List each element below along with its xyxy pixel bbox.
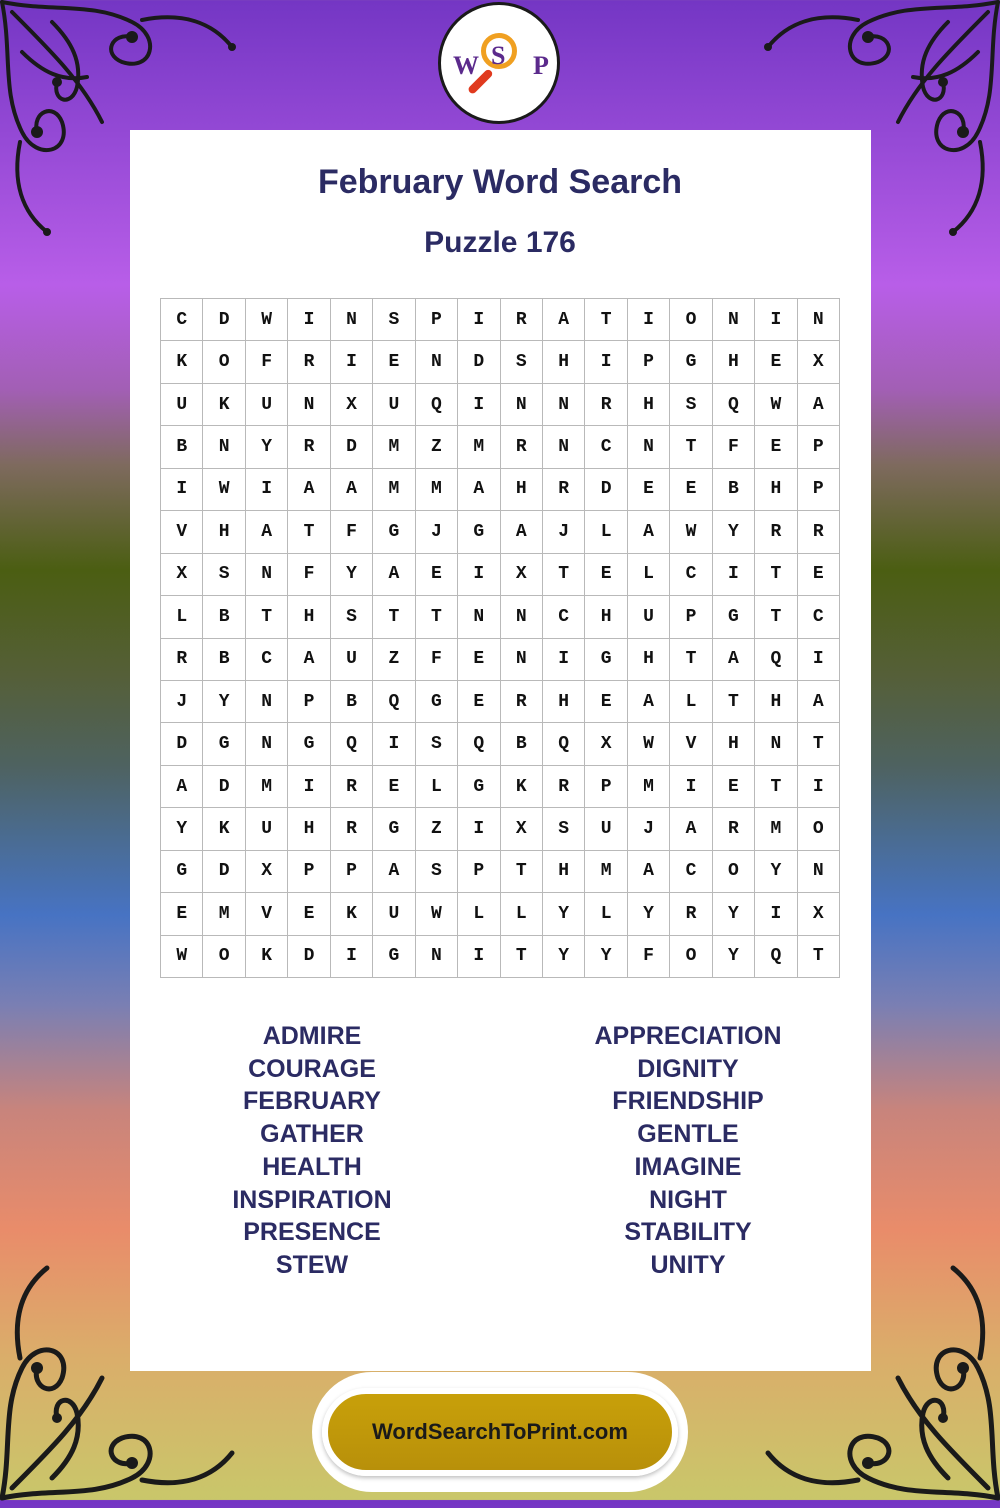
grid-cell[interactable]: E bbox=[373, 341, 415, 383]
grid-cell[interactable]: O bbox=[713, 851, 755, 893]
grid-cell[interactable]: S bbox=[373, 299, 415, 341]
grid-cell[interactable]: Q bbox=[755, 639, 797, 681]
grid-cell[interactable]: O bbox=[670, 299, 712, 341]
grid-cell[interactable]: T bbox=[543, 554, 585, 596]
grid-cell[interactable]: T bbox=[246, 596, 288, 638]
grid-cell[interactable]: D bbox=[203, 766, 245, 808]
grid-cell[interactable]: Z bbox=[416, 426, 458, 468]
grid-cell[interactable]: C bbox=[543, 596, 585, 638]
grid-cell[interactable]: P bbox=[670, 596, 712, 638]
grid-cell[interactable]: L bbox=[628, 554, 670, 596]
grid-cell[interactable]: Y bbox=[585, 936, 627, 978]
grid-cell[interactable]: E bbox=[373, 766, 415, 808]
grid-cell[interactable]: A bbox=[628, 851, 670, 893]
grid-cell[interactable]: N bbox=[501, 639, 543, 681]
grid-cell[interactable]: L bbox=[585, 511, 627, 553]
grid-cell[interactable]: H bbox=[713, 341, 755, 383]
grid-cell[interactable]: R bbox=[331, 766, 373, 808]
grid-cell[interactable]: B bbox=[203, 596, 245, 638]
grid-cell[interactable]: R bbox=[501, 681, 543, 723]
grid-cell[interactable]: E bbox=[585, 554, 627, 596]
word-list-item: UNITY bbox=[650, 1250, 726, 1279]
puzzle-number: Puzzle 176 bbox=[424, 226, 576, 259]
grid-cell[interactable]: U bbox=[585, 808, 627, 850]
grid-cell[interactable]: J bbox=[628, 808, 670, 850]
grid-cell[interactable]: R bbox=[798, 511, 840, 553]
grid-cell[interactable]: D bbox=[203, 299, 245, 341]
grid-cell[interactable]: N bbox=[798, 851, 840, 893]
grid-cell[interactable]: T bbox=[798, 936, 840, 978]
grid-cell[interactable]: C bbox=[670, 554, 712, 596]
grid-cell[interactable]: J bbox=[543, 511, 585, 553]
grid-cell[interactable]: W bbox=[246, 299, 288, 341]
grid-cell[interactable]: I bbox=[161, 469, 203, 511]
grid-cell[interactable]: Y bbox=[543, 936, 585, 978]
grid-cell[interactable]: E bbox=[288, 893, 330, 935]
grid-cell[interactable]: T bbox=[501, 936, 543, 978]
grid-cell[interactable]: J bbox=[161, 681, 203, 723]
grid-cell[interactable]: J bbox=[416, 511, 458, 553]
grid-cell[interactable]: D bbox=[288, 936, 330, 978]
grid-cell[interactable]: D bbox=[161, 723, 203, 765]
grid-cell[interactable]: L bbox=[458, 893, 500, 935]
grid-cell[interactable]: I bbox=[798, 639, 840, 681]
word-list-item: DIGNITY bbox=[637, 1054, 739, 1083]
grid-cell[interactable]: M bbox=[416, 469, 458, 511]
grid-cell[interactable]: N bbox=[501, 384, 543, 426]
grid-cell[interactable]: Y bbox=[628, 893, 670, 935]
grid-cell[interactable]: B bbox=[713, 469, 755, 511]
grid-cell[interactable]: K bbox=[331, 893, 373, 935]
grid-cell[interactable]: E bbox=[713, 766, 755, 808]
grid-cell[interactable]: R bbox=[288, 341, 330, 383]
grid-cell[interactable]: D bbox=[585, 469, 627, 511]
word-list-item: ADMIRE bbox=[262, 1022, 362, 1050]
word-list-item: PRESENCE bbox=[243, 1218, 381, 1247]
grid-cell[interactable]: E bbox=[755, 341, 797, 383]
grid-cell[interactable]: B bbox=[331, 681, 373, 723]
grid-cell[interactable]: I bbox=[458, 299, 500, 341]
grid-cell[interactable]: K bbox=[161, 341, 203, 383]
grid-cell[interactable]: P bbox=[458, 851, 500, 893]
grid-cell[interactable]: O bbox=[203, 936, 245, 978]
grid-cell[interactable]: D bbox=[331, 426, 373, 468]
grid-cell[interactable]: C bbox=[161, 299, 203, 341]
grid-cell[interactable]: T bbox=[373, 596, 415, 638]
grid-cell[interactable]: N bbox=[713, 299, 755, 341]
grid-cell[interactable]: L bbox=[501, 893, 543, 935]
grid-cell[interactable]: N bbox=[416, 936, 458, 978]
grid-cell[interactable]: M bbox=[755, 808, 797, 850]
grid-cell[interactable]: A bbox=[161, 766, 203, 808]
grid-cell[interactable]: G bbox=[713, 596, 755, 638]
grid-cell[interactable]: T bbox=[585, 299, 627, 341]
grid-cell[interactable]: M bbox=[373, 469, 415, 511]
grid-cell[interactable]: W bbox=[755, 384, 797, 426]
logo-letter-w: W bbox=[453, 51, 479, 80]
grid-cell[interactable]: S bbox=[416, 851, 458, 893]
grid-cell[interactable]: A bbox=[331, 469, 373, 511]
grid-cell[interactable]: T bbox=[798, 723, 840, 765]
grid-cell[interactable]: G bbox=[458, 766, 500, 808]
grid-cell[interactable]: Y bbox=[161, 808, 203, 850]
grid-cell[interactable]: G bbox=[161, 851, 203, 893]
grid-cell[interactable]: C bbox=[585, 426, 627, 468]
grid-cell[interactable]: K bbox=[203, 808, 245, 850]
grid-cell[interactable]: F bbox=[246, 341, 288, 383]
grid-cell[interactable]: N bbox=[501, 596, 543, 638]
grid-cell[interactable]: N bbox=[203, 426, 245, 468]
grid-cell[interactable]: F bbox=[628, 936, 670, 978]
grid-cell[interactable]: I bbox=[543, 639, 585, 681]
grid-cell[interactable]: I bbox=[798, 766, 840, 808]
word-list-item: GATHER bbox=[260, 1120, 364, 1149]
grid-cell[interactable]: H bbox=[755, 469, 797, 511]
grid-cell[interactable]: A bbox=[798, 384, 840, 426]
grid-cell[interactable]: D bbox=[458, 341, 500, 383]
grid-cell[interactable]: Z bbox=[373, 639, 415, 681]
grid-cell[interactable]: S bbox=[331, 596, 373, 638]
grid-cell[interactable]: I bbox=[713, 554, 755, 596]
grid-cell[interactable]: V bbox=[161, 511, 203, 553]
grid-cell[interactable]: Q bbox=[713, 384, 755, 426]
grid-cell[interactable]: H bbox=[288, 596, 330, 638]
grid-cell[interactable]: G bbox=[670, 341, 712, 383]
grid-cell[interactable]: A bbox=[501, 511, 543, 553]
grid-cell[interactable]: U bbox=[373, 893, 415, 935]
grid-cell[interactable]: M bbox=[628, 766, 670, 808]
grid-cell[interactable]: G bbox=[585, 639, 627, 681]
grid-cell[interactable]: W bbox=[416, 893, 458, 935]
grid-cell[interactable]: E bbox=[628, 469, 670, 511]
grid-cell[interactable]: W bbox=[628, 723, 670, 765]
grid-cell[interactable]: G bbox=[373, 511, 415, 553]
grid-cell[interactable]: M bbox=[458, 426, 500, 468]
letter-grid bbox=[160, 298, 840, 978]
grid-cell[interactable]: C bbox=[246, 639, 288, 681]
grid-cell[interactable]: I bbox=[458, 384, 500, 426]
grid-cell[interactable]: H bbox=[585, 596, 627, 638]
word-list-item: COURAGE bbox=[248, 1054, 376, 1083]
grid-cell[interactable]: R bbox=[501, 426, 543, 468]
grid-cell[interactable]: X bbox=[798, 341, 840, 383]
grid-cell[interactable]: H bbox=[501, 469, 543, 511]
grid-cell[interactable]: Y bbox=[713, 893, 755, 935]
grid-cell[interactable]: P bbox=[585, 766, 627, 808]
grid-cell[interactable]: I bbox=[458, 554, 500, 596]
grid-cell[interactable]: O bbox=[798, 808, 840, 850]
logo-letter-p: P bbox=[533, 51, 549, 80]
grid-cell[interactable]: S bbox=[543, 808, 585, 850]
grid-cell[interactable]: P bbox=[288, 851, 330, 893]
grid-cell[interactable]: M bbox=[246, 766, 288, 808]
grid-cell[interactable]: N bbox=[246, 681, 288, 723]
grid-cell[interactable]: T bbox=[501, 851, 543, 893]
grid-cell[interactable]: Q bbox=[543, 723, 585, 765]
grid-cell[interactable]: T bbox=[416, 596, 458, 638]
grid-cell[interactable]: K bbox=[246, 936, 288, 978]
grid-cell[interactable]: R bbox=[713, 808, 755, 850]
grid-cell[interactable]: Y bbox=[543, 893, 585, 935]
grid-cell[interactable]: X bbox=[501, 808, 543, 850]
grid-cell[interactable]: K bbox=[203, 384, 245, 426]
grid-cell[interactable]: E bbox=[458, 639, 500, 681]
grid-cell[interactable]: A bbox=[373, 554, 415, 596]
word-list-item: NIGHT bbox=[649, 1185, 727, 1214]
grid-cell[interactable]: A bbox=[713, 639, 755, 681]
grid-cell[interactable]: N bbox=[543, 384, 585, 426]
grid-cell[interactable]: A bbox=[670, 808, 712, 850]
grid-cell[interactable]: O bbox=[670, 936, 712, 978]
grid-cell[interactable]: A bbox=[543, 299, 585, 341]
grid-cell[interactable]: N bbox=[458, 596, 500, 638]
grid-cell[interactable]: E bbox=[161, 893, 203, 935]
grid-cell[interactable]: I bbox=[331, 341, 373, 383]
grid-cell[interactable]: I bbox=[755, 299, 797, 341]
grid-cell[interactable]: I bbox=[246, 469, 288, 511]
grid-cell[interactable]: A bbox=[288, 469, 330, 511]
grid-cell[interactable]: P bbox=[628, 341, 670, 383]
grid-cell[interactable]: Y bbox=[246, 426, 288, 468]
grid-cell[interactable]: H bbox=[288, 808, 330, 850]
grid-cell[interactable]: P bbox=[798, 426, 840, 468]
grid-cell[interactable]: U bbox=[246, 384, 288, 426]
grid-cell[interactable]: T bbox=[755, 766, 797, 808]
grid-cell[interactable]: C bbox=[798, 596, 840, 638]
grid-cell[interactable]: S bbox=[416, 723, 458, 765]
grid-cell[interactable]: V bbox=[670, 723, 712, 765]
grid-cell[interactable]: I bbox=[331, 936, 373, 978]
word-list-item: FRIENDSHIP bbox=[612, 1087, 764, 1116]
grid-cell[interactable]: S bbox=[203, 554, 245, 596]
grid-cell[interactable]: A bbox=[628, 511, 670, 553]
grid-cell[interactable]: Y bbox=[203, 681, 245, 723]
grid-cell[interactable]: N bbox=[331, 299, 373, 341]
grid-cell[interactable]: L bbox=[585, 893, 627, 935]
grid-cell[interactable]: B bbox=[161, 426, 203, 468]
grid-cell[interactable]: W bbox=[161, 936, 203, 978]
word-list-item: IMAGINE bbox=[634, 1152, 742, 1181]
grid-cell[interactable]: Q bbox=[331, 723, 373, 765]
grid-cell[interactable]: G bbox=[373, 808, 415, 850]
word-list-item: APPRECIATION bbox=[594, 1022, 782, 1050]
grid-cell[interactable]: Y bbox=[755, 851, 797, 893]
grid-cell[interactable]: G bbox=[458, 511, 500, 553]
grid-cell[interactable]: H bbox=[713, 723, 755, 765]
grid-cell[interactable]: M bbox=[373, 426, 415, 468]
grid-cell[interactable]: U bbox=[373, 384, 415, 426]
grid-cell[interactable]: T bbox=[670, 639, 712, 681]
grid-cell[interactable]: W bbox=[203, 469, 245, 511]
grid-cell[interactable]: Q bbox=[373, 681, 415, 723]
grid-cell[interactable]: R bbox=[331, 808, 373, 850]
word-list-item: STABILITY bbox=[624, 1218, 752, 1247]
grid-cell[interactable]: G bbox=[373, 936, 415, 978]
grid-cell[interactable]: Y bbox=[331, 554, 373, 596]
grid-cell[interactable]: B bbox=[203, 639, 245, 681]
grid-cell[interactable]: G bbox=[288, 723, 330, 765]
grid-cell[interactable]: E bbox=[458, 681, 500, 723]
grid-cell[interactable]: H bbox=[755, 681, 797, 723]
grid-cell[interactable]: Z bbox=[416, 808, 458, 850]
grid-cell[interactable]: P bbox=[331, 851, 373, 893]
grid-cell[interactable]: I bbox=[670, 766, 712, 808]
grid-cell[interactable]: N bbox=[416, 341, 458, 383]
grid-cell[interactable]: N bbox=[543, 426, 585, 468]
grid-cell[interactable]: A bbox=[373, 851, 415, 893]
grid-cell[interactable]: K bbox=[501, 766, 543, 808]
grid-cell[interactable]: L bbox=[670, 681, 712, 723]
grid-cell[interactable]: Y bbox=[713, 511, 755, 553]
grid-cell[interactable]: R bbox=[670, 893, 712, 935]
grid-cell[interactable]: S bbox=[670, 384, 712, 426]
grid-cell[interactable]: V bbox=[246, 893, 288, 935]
grid-cell[interactable]: M bbox=[585, 851, 627, 893]
logo-letter-s: S bbox=[491, 41, 506, 70]
word-list-item: INSPIRATION bbox=[232, 1185, 392, 1214]
grid-cell[interactable]: A bbox=[628, 681, 670, 723]
grid-cell[interactable]: I bbox=[458, 936, 500, 978]
grid-cell[interactable]: R bbox=[543, 469, 585, 511]
grid-cell[interactable]: H bbox=[628, 384, 670, 426]
grid-cell[interactable]: I bbox=[458, 808, 500, 850]
grid-cell[interactable]: T bbox=[713, 681, 755, 723]
grid-cell[interactable]: B bbox=[501, 723, 543, 765]
grid-cell[interactable]: I bbox=[373, 723, 415, 765]
grid-cell[interactable]: U bbox=[246, 808, 288, 850]
grid-cell[interactable]: X bbox=[585, 723, 627, 765]
grid-cell[interactable]: H bbox=[543, 851, 585, 893]
grid-cell[interactable]: U bbox=[161, 384, 203, 426]
grid-cell[interactable]: T bbox=[755, 554, 797, 596]
grid-cell[interactable]: P bbox=[798, 469, 840, 511]
grid-cell[interactable]: N bbox=[798, 299, 840, 341]
grid-cell[interactable]: A bbox=[246, 511, 288, 553]
word-list-item: FEBRUARY bbox=[243, 1087, 381, 1116]
grid-cell[interactable]: U bbox=[628, 596, 670, 638]
grid-cell[interactable]: A bbox=[798, 681, 840, 723]
grid-cell[interactable]: T bbox=[755, 596, 797, 638]
grid-cell[interactable]: G bbox=[203, 723, 245, 765]
grid-cell[interactable]: F bbox=[331, 511, 373, 553]
grid-cell[interactable]: U bbox=[331, 639, 373, 681]
grid-cell[interactable]: P bbox=[416, 299, 458, 341]
grid-cell[interactable]: A bbox=[288, 639, 330, 681]
grid-cell[interactable]: R bbox=[501, 299, 543, 341]
grid-cell[interactable]: E bbox=[416, 554, 458, 596]
grid-cell[interactable]: Q bbox=[416, 384, 458, 426]
grid-cell[interactable]: X bbox=[161, 554, 203, 596]
grid-cell[interactable]: N bbox=[288, 384, 330, 426]
grid-cell[interactable]: R bbox=[585, 384, 627, 426]
grid-cell[interactable]: M bbox=[203, 893, 245, 935]
word-list-item: GENTLE bbox=[637, 1120, 739, 1149]
grid-cell[interactable]: X bbox=[798, 893, 840, 935]
site-logo[interactable] bbox=[438, 2, 560, 124]
grid-cell[interactable]: H bbox=[203, 511, 245, 553]
word-list-item: STEW bbox=[275, 1250, 349, 1279]
grid-cell[interactable]: F bbox=[288, 554, 330, 596]
grid-cell[interactable]: F bbox=[713, 426, 755, 468]
grid-cell[interactable]: X bbox=[246, 851, 288, 893]
grid-cell[interactable]: Q bbox=[458, 723, 500, 765]
grid-cell[interactable]: L bbox=[161, 596, 203, 638]
grid-cell[interactable]: S bbox=[501, 341, 543, 383]
grid-cell[interactable]: R bbox=[755, 511, 797, 553]
grid-cell[interactable]: T bbox=[288, 511, 330, 553]
grid-cell[interactable]: N bbox=[246, 723, 288, 765]
grid-cell[interactable]: L bbox=[416, 766, 458, 808]
grid-cell[interactable]: R bbox=[543, 766, 585, 808]
grid-cell[interactable]: E bbox=[670, 469, 712, 511]
grid-cell[interactable]: R bbox=[161, 639, 203, 681]
grid-cell[interactable]: I bbox=[628, 299, 670, 341]
grid-cell[interactable]: Y bbox=[713, 936, 755, 978]
grid-cell[interactable]: I bbox=[288, 766, 330, 808]
grid-cell[interactable]: C bbox=[670, 851, 712, 893]
grid-cell[interactable]: R bbox=[288, 426, 330, 468]
word-list-right bbox=[538, 1020, 838, 1282]
grid-cell[interactable]: A bbox=[458, 469, 500, 511]
grid-cell[interactable]: G bbox=[416, 681, 458, 723]
grid-cell[interactable]: E bbox=[585, 681, 627, 723]
grid-cell[interactable]: D bbox=[203, 851, 245, 893]
grid-cell[interactable]: N bbox=[628, 426, 670, 468]
grid-cell[interactable]: X bbox=[501, 554, 543, 596]
grid-cell[interactable]: H bbox=[628, 639, 670, 681]
grid-cell[interactable]: H bbox=[543, 341, 585, 383]
grid-cell[interactable]: N bbox=[246, 554, 288, 596]
word-list-item: HEALTH bbox=[262, 1152, 362, 1181]
grid-cell[interactable]: I bbox=[755, 893, 797, 935]
grid-cell[interactable]: P bbox=[288, 681, 330, 723]
grid-cell[interactable]: I bbox=[585, 341, 627, 383]
grid-cell[interactable]: X bbox=[331, 384, 373, 426]
grid-cell[interactable]: T bbox=[670, 426, 712, 468]
grid-cell[interactable]: F bbox=[416, 639, 458, 681]
grid-cell[interactable]: I bbox=[288, 299, 330, 341]
grid-cell[interactable]: N bbox=[755, 723, 797, 765]
grid-cell[interactable]: O bbox=[203, 341, 245, 383]
grid-cell[interactable]: E bbox=[798, 554, 840, 596]
footer-site-link[interactable]: WordSearchToPrint.com bbox=[322, 1388, 678, 1476]
grid-cell[interactable]: Q bbox=[755, 936, 797, 978]
page-title: February Word Search bbox=[317, 163, 683, 201]
grid-cell[interactable]: H bbox=[543, 681, 585, 723]
word-list-left bbox=[162, 1020, 462, 1282]
grid-cell[interactable]: W bbox=[670, 511, 712, 553]
grid-cell[interactable]: E bbox=[755, 426, 797, 468]
